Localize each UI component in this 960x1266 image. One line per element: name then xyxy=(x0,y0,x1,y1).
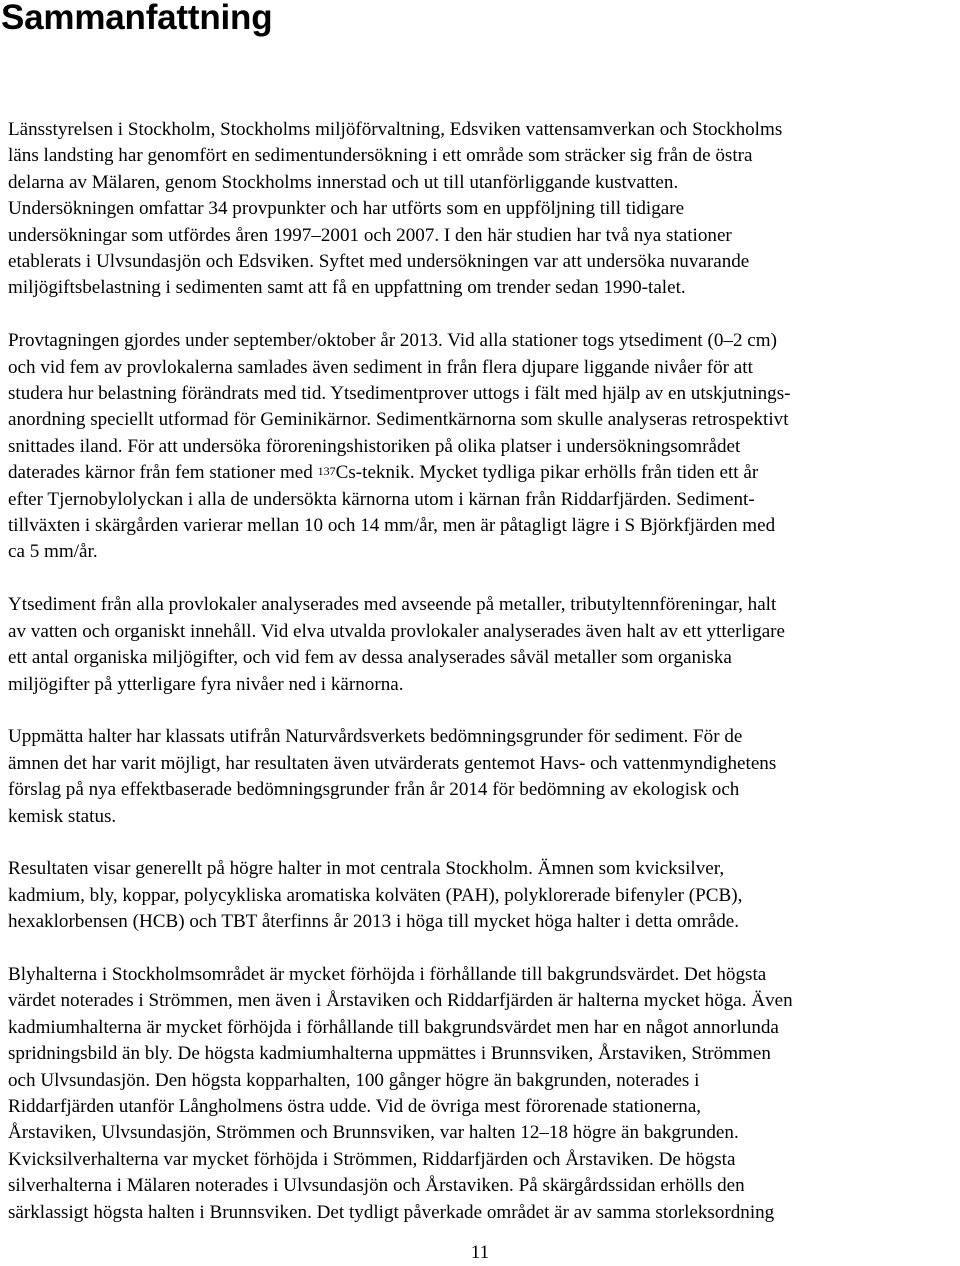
text-line: Länsstyrelsen i Stockholm, Stockholms miljöförvaltning, Edsviken vattensamverkan och Stockholms xyxy=(8,119,783,140)
summary-body xyxy=(8,117,948,1252)
summary-paragraph xyxy=(8,328,948,566)
text-line: delarna av Mälaren, genom Stockholms innerstad och ut till utanförliggande kustvatten. xyxy=(8,171,679,193)
text-line: tillväxten i skärgården varierar mellan 10 och 14 mm/år, men är påtagligt lägre i S Björkfjärden med xyxy=(8,515,776,537)
text-line: ett antal organiska miljögifter, och vid fem av dessa analyserades såväl metaller som organiska xyxy=(8,647,732,669)
text-line: förslag på nya effektbaserade bedömningsgrunder från år 2014 för bedömning av ekologisk och xyxy=(8,779,740,801)
summary-paragraph xyxy=(8,962,948,1226)
text-line: läns landsting har genomfört en sedimentundersökning i ett område som sträcker sig från de östra xyxy=(8,145,753,167)
text-line: av vatten och organiskt innehåll. Vid elva utvalda provlokaler analyserades även halt av ett ytterligare xyxy=(8,620,785,642)
text-line: anordning speciellt utformad för Geminikärnor. Sedimentkärnorna som skulle analyseras retrospektivt xyxy=(8,409,789,431)
text-line: Resultaten visar generellt på högre halter in mot centrala Stockholm. Ämnen som kvicksilver, xyxy=(8,858,725,880)
text-line: Uppmätta halter har klassats utifrån Naturvårdsverkets bedömningsgrunder för sediment. För de xyxy=(8,726,743,748)
text-line: hexaklorbensen (HCB) och TBT återfinns år 2013 i höga till mycket höga halter i detta område. xyxy=(8,911,740,933)
text-line: spridningsbild än bly. De högsta kadmiumhalterna uppmättes i Brunnsviken, Årstaviken, Strömmen xyxy=(8,1043,771,1065)
summary-paragraph xyxy=(8,724,948,830)
text-line: miljögifter på ytterligare fyra nivåer ned i kärnorna. xyxy=(8,673,404,695)
summary-paragraph xyxy=(8,856,948,935)
page-title: Sammanfattning xyxy=(1,0,273,37)
text-line: Riddarfjärden utanför Långholmens östra udde. Vid de övriga mest förorenade stationerna, xyxy=(8,1095,702,1117)
text-line: silverhalterna i Mälaren noterades i Ulvsundasjön och Årstaviken. På skärgårdssidan erhölls den xyxy=(8,1175,745,1197)
text-line: Undersökningen omfattar 34 provpunkter och har utförts som en uppföljning till tidigare xyxy=(8,198,685,220)
text-line: undersökningar som utfördes åren 1997–2001 och 2007. I den här studien har två nya stationer xyxy=(8,224,732,246)
text-line: Årstaviken, Ulvsundasjön, Strömmen och Brunnsviken, var halten 12–18 högre än bakgrunden. xyxy=(8,1122,739,1144)
isotope-superscript: 137 xyxy=(317,464,336,479)
text-line: kadmium, bly, koppar, polycykliska aromatiska kolväten (PAH), polyklorerade bifenyler (PCB), xyxy=(8,884,743,906)
text-run: daterades kärnor från fem stationer med xyxy=(8,462,318,484)
text-line: särklassigt högsta halten i Brunnsviken. Det tydligt påverkade området är av samma storleksordning xyxy=(8,1201,775,1223)
text-line: kadmiumhalterna är mycket förhöjda i förhållande till bakgrundsvärdet men har en något annorlunda xyxy=(8,1016,779,1038)
text-line: Blyhalterna i Stockholmsområdet är mycket förhöjda i förhållande till bakgrundsvärdet. Det högsta xyxy=(8,963,767,985)
text-line: kemisk status. xyxy=(8,805,117,827)
text-line: etablerats i Ulvsundasjön och Edsviken. Syftet med undersökningen var att undersöka nuvarande xyxy=(8,251,750,273)
text-line: ca 5 mm/år. xyxy=(8,541,98,563)
text-line xyxy=(8,460,948,486)
text-line: Kvicksilverhalterna var mycket förhöjda i Strömmen, Riddarfjärden och Årstaviken. De högsta xyxy=(8,1148,736,1170)
text-line: Ytsediment från alla provlokaler analyserades med avseende på metaller, tributyltennföreningar, halt xyxy=(8,594,777,616)
page-number: 11 xyxy=(470,1242,490,1263)
text-line: och vid fem av provlokalerna samlades även sediment in från flera djupare liggande nivåer för att xyxy=(8,356,753,378)
text-line: snittades iland. För att undersöka föroreningshistoriken på olika platser i undersökningsområdet xyxy=(8,435,741,457)
text-line: Provtagningen gjordes under september/oktober år 2013. Vid alla stationer togs ytsediment (0–2 cm) xyxy=(8,330,777,352)
text-line: ämnen det har varit möjligt, har resultaten även utvärderats gentemot Havs- och vattenmyndighetens xyxy=(8,752,777,774)
text-line: studera hur belastning förändrats med tid. Ytsedimentprover uttogs i fält med hjälp av en utskjutnings- xyxy=(8,383,791,405)
summary-paragraph xyxy=(8,117,948,302)
text-line: efter Tjernobylolyckan i alla de undersökta kärnorna utom i kärnan från Riddarfjärden. Sediment- xyxy=(8,488,755,510)
text-run: Cs-teknik. Mycket tydliga pikar erhölls från tiden ett år xyxy=(335,462,759,484)
text-line: värdet noterades i Strömmen, men även i Årstaviken och Riddarfjärden är halterna mycket höga. Även xyxy=(8,990,793,1012)
text-line: och Ulvsundasjön. Den högsta kopparhalten, 100 gånger högre än bakgrunden, noterades i xyxy=(8,1069,700,1091)
text-line: miljögiftsbelastning i sedimenten samt att få en uppfattning om trender sedan 1990-talet. xyxy=(8,277,686,299)
summary-paragraph xyxy=(8,592,948,698)
